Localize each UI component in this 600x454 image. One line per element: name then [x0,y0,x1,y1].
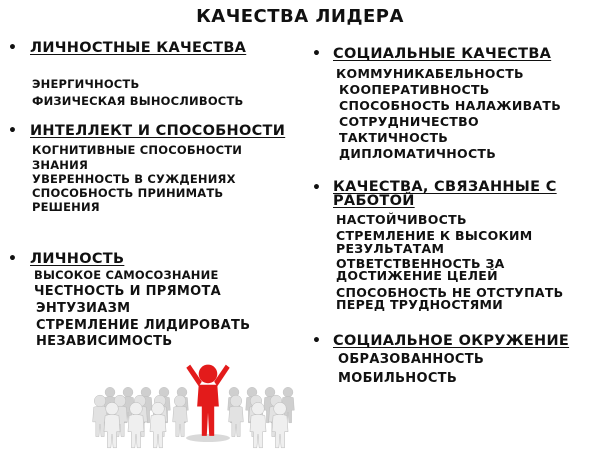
list-item: ОТВЕТСТВЕННОСТЬ ЗА [336,256,505,271]
heading-work-qualities-line1: КАЧЕСТВА, СВЯЗАННЫЕ С [333,179,557,195]
crowd-person [173,395,188,436]
bullet-icon: • [8,251,17,267]
list-item: ДОСТИЖЕНИЕ ЦЕЛЕЙ [336,268,498,283]
list-item: КОММУНИКАБЕЛЬНОСТЬ [336,66,524,81]
bullet-icon: • [8,40,17,56]
heading-work-qualities-line2: РАБОТОЙ [333,193,415,209]
page-title: КАЧЕСТВА ЛИДЕРА [196,6,404,27]
list-item: РЕЗУЛЬТАТАМ [336,241,445,256]
list-item: ОБРАЗОВАННОСТЬ [338,352,485,367]
bullet-icon: • [312,180,321,196]
list-item: КОГНИТИВНЫЕ СПОСОБНОСТИ [32,143,243,157]
list-item: ДИПЛОМАТИЧНОСТЬ [339,146,497,161]
leader-shadow [186,434,230,442]
list-item: СОТРУДНИЧЕСТВО [339,114,479,129]
list-item: ТАКТИЧНОСТЬ [339,130,449,145]
list-item: КООПЕРАТИВНОСТЬ [339,82,490,97]
list-item: СПОСОБНОСТЬ НЕ ОТСТУПАТЬ [336,285,564,300]
list-item: ВЫСОКОЕ САМОСОЗНАНИЕ [34,268,219,282]
heading-intellect: ИНТЕЛЛЕКТ И СПОСОБНОСТИ [30,123,286,139]
leader-crowd-illustration [90,350,300,450]
bullet-icon: • [312,333,321,349]
list-item: СПОСОБНОСТЬ ПРИНИМАТЬ [32,186,224,200]
leader-figure [186,365,229,436]
list-item: НАСТОЙЧИВОСТЬ [336,212,467,227]
crowd-person [250,402,266,447]
list-item: МОБИЛЬНОСТЬ [338,371,458,386]
heading-personal-qualities: ЛИЧНОСТНЫЕ КАЧЕСТВА [30,40,247,56]
list-item: ЭНЕРГИЧНОСТЬ [32,77,140,91]
bullet-icon: • [312,46,321,62]
list-item: ЗНАНИЯ [32,158,88,172]
heading-social-qualities: СОЦИАЛЬНЫЕ КАЧЕСТВА [333,46,552,62]
list-item: НЕЗАВИСИМОСТЬ [36,334,173,349]
list-item: УВЕРЕННОСТЬ В СУЖДЕНИЯХ [32,172,236,186]
crowd-person [229,395,244,436]
bullet-icon: • [8,123,17,139]
crowd-person [128,402,144,447]
crowd-person [150,402,166,447]
list-item: СТРЕМЛЕНИЕ К ВЫСОКИМ [336,228,533,243]
crowd-person [104,402,120,447]
list-item: СТРЕМЛЕНИЕ ЛИДИРОВАТЬ [36,318,251,333]
list-item: ПЕРЕД ТРУДНОСТЯМИ [336,297,504,312]
list-item: ЧЕСТНОСТЬ И ПРЯМОТА [34,284,222,299]
leader-among-crowd-icon [90,350,300,450]
list-item: РЕШЕНИЯ [32,200,100,214]
crowd-person [272,402,288,447]
heading-personality: ЛИЧНОСТЬ [30,251,125,267]
list-item: СПОСОБНОСТЬ НАЛАЖИВАТЬ [339,98,562,113]
list-item: ЭНТУЗИАЗМ [36,301,131,316]
list-item: ФИЗИЧЕСКАЯ ВЫНОСЛИВОСТЬ [32,94,244,108]
heading-social-environment: СОЦИАЛЬНОЕ ОКРУЖЕНИЕ [333,333,570,349]
